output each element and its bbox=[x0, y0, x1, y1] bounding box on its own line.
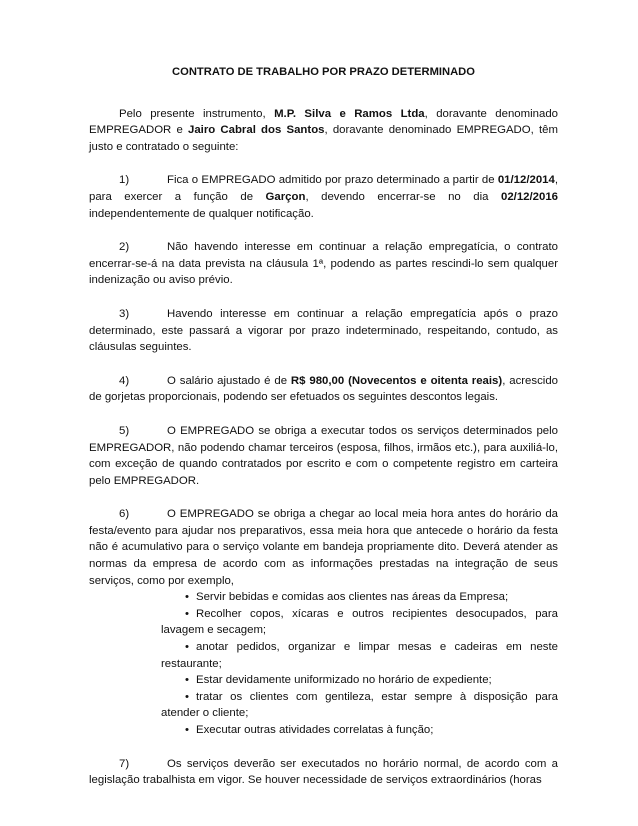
job-role: Garçon bbox=[265, 190, 306, 203]
clause-text: O salário ajustado é de bbox=[167, 374, 291, 387]
intro-paragraph bbox=[89, 106, 558, 156]
clause-number: 2) bbox=[119, 241, 130, 254]
employee-name: Jairo Cabral dos Santos bbox=[188, 124, 325, 137]
list-item: • Recolher copos, xícaras e outros recipientes desocupados, para lavagem e secagem; bbox=[161, 607, 558, 637]
clause-text: Os serviços deverão ser executados no horário normal, de acordo com a legislação trabalhista em vigor. Se houver necessidade de serviços extraordinários (horas bbox=[89, 757, 558, 787]
bullet-icon: • bbox=[185, 724, 189, 736]
duties-list bbox=[89, 589, 558, 738]
start-date: 01/12/2014 bbox=[497, 174, 555, 187]
document-title: CONTRATO DE TRABALHO POR PRAZO DETERMINADO bbox=[172, 66, 475, 78]
clause-text: , acrescido de gorjetas proporcionais, podendo ser efetuados os seguintes descontos legais. bbox=[89, 374, 558, 404]
clause-number: 6) bbox=[119, 508, 130, 521]
clause-3 bbox=[89, 306, 558, 356]
clause-text: Fica o EMPREGADO admitido por prazo determinado a partir de bbox=[167, 174, 498, 187]
clause-4 bbox=[89, 373, 558, 406]
employer-name: M.P. Silva e Ramos Ltda bbox=[274, 107, 425, 120]
end-date: 02/12/2016 bbox=[500, 190, 558, 203]
salary-amount: R$ 980,00 (Novecentos e oitenta reais) bbox=[290, 374, 503, 387]
clause-text: Havendo interesse em continuar a relação empregatícia após o prazo determinado, este passará a vigorar por prazo indeterminado, respeitando, contudo, as cláusulas seguintes. bbox=[89, 307, 558, 354]
list-item: • Servir bebidas e comidas aos clientes nas áreas da Empresa; bbox=[89, 589, 558, 606]
clause-number: 3) bbox=[119, 307, 130, 320]
bullet-icon: • bbox=[185, 674, 189, 687]
clause-text: Não havendo interesse em continuar a relação empregatícia, o contrato encerrar-se-á na data prevista na cláusula 1ª, podendo as partes rescindi-lo sem qualquer indenização ou aviso prévio. bbox=[89, 241, 558, 287]
clause-text: , para exercer a função de bbox=[89, 174, 558, 203]
intro-text-2: , doravante denominado EMPREGADOR e bbox=[89, 107, 559, 137]
intro-text-3: , doravante denominado EMPREGADO, têm justo e contratado o seguinte: bbox=[89, 124, 558, 153]
list-item: • Estar devidamente uniformizado no horário de expediente; bbox=[89, 672, 558, 689]
clause-text: , devendo encerrar-se no dia bbox=[305, 190, 501, 203]
clause-number: 5) bbox=[119, 424, 130, 437]
bullet-icon: • bbox=[185, 641, 189, 654]
bullet-icon: • bbox=[185, 607, 189, 620]
list-item: • tratar os clientes com gentileza, estar sempre à disposição para atender o cliente; bbox=[161, 690, 558, 720]
clause-2 bbox=[89, 239, 558, 289]
clause-6-body bbox=[89, 506, 558, 589]
list-item: • anotar pedidos, organizar e limpar mesas e cadeiras em neste restaurante; bbox=[161, 641, 558, 670]
bullet-icon: • bbox=[185, 591, 189, 604]
clause-text: independentemente de qualquer notificação. bbox=[89, 207, 314, 220]
bullet-icon: • bbox=[185, 690, 189, 703]
intro-text-1: Pelo presente instrumento, bbox=[119, 107, 275, 120]
clause-5 bbox=[89, 423, 558, 489]
clause-text: O EMPREGADO se obriga a chegar ao local meia hora antes do horário da festa/evento para ajudar nos preparativos, essa meia hora que antecede o horário da festa não é acumulativo para o serviço volante em bandeja propriamente dito. Deverá atender as normas da empresa de acordo com as informações prestadas na integração de seus serviços, como por exemplo, bbox=[89, 508, 558, 587]
clause-text: O EMPREGADO se obriga a executar todos os serviços determinados pelo EMPREGADOR, não podendo chamar terceiros (esposa, filhos, irmãos etc.), para auxiliá-lo, com exceção de quando contratados por escrito e com o competente registro em carteira pelo EMPREGADOR. bbox=[89, 424, 558, 487]
clause-number: 1) bbox=[119, 174, 130, 187]
clause-6 bbox=[89, 506, 558, 738]
clause-number: 4) bbox=[119, 374, 130, 387]
clause-1 bbox=[89, 172, 558, 222]
clause-number: 7) bbox=[119, 757, 130, 770]
list-item: • Executar outras atividades correlatas à função; bbox=[89, 722, 558, 739]
clause-7 bbox=[89, 756, 558, 789]
